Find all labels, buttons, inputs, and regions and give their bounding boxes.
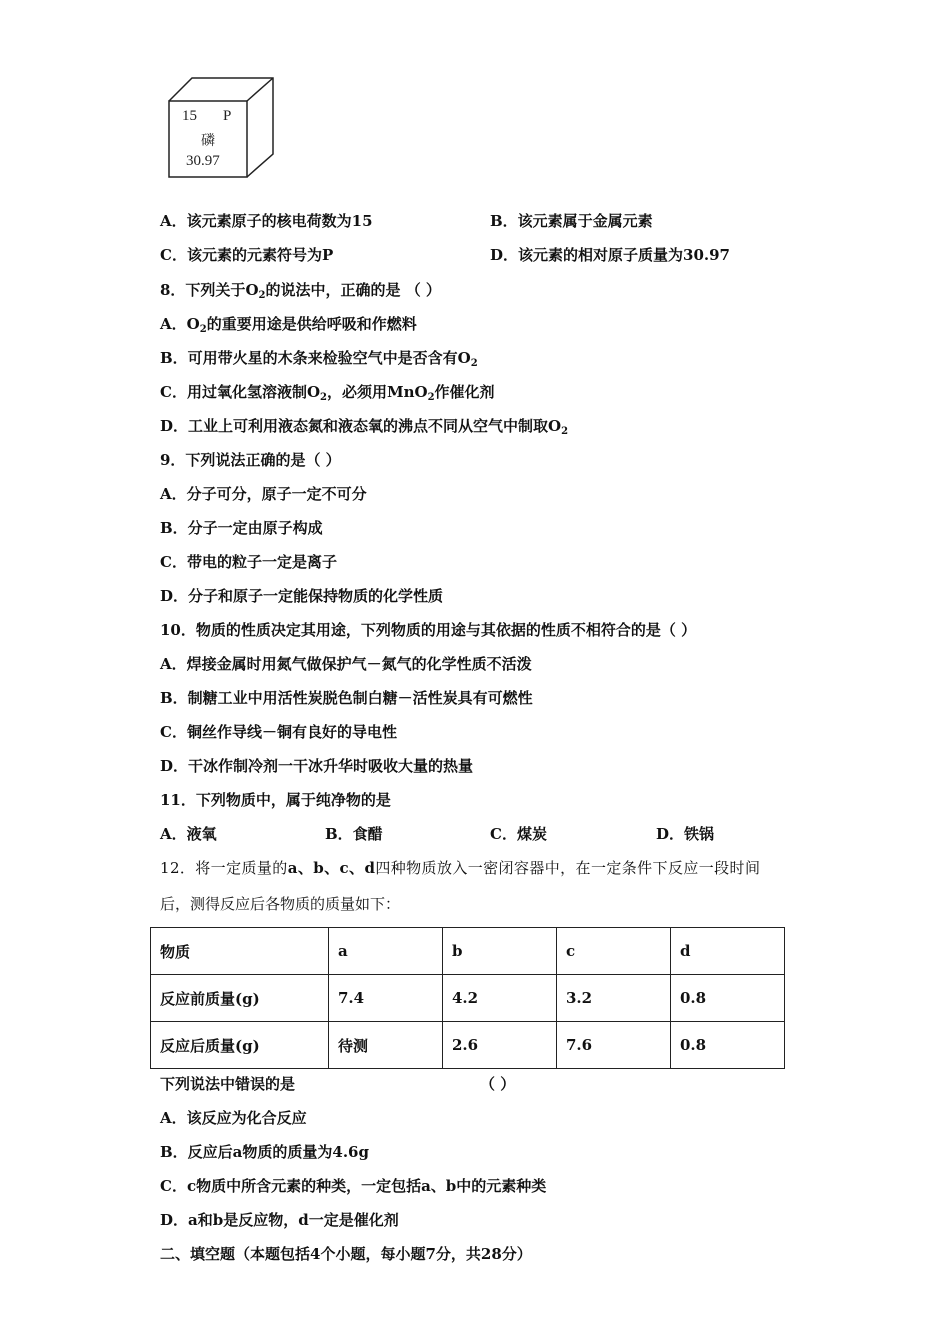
q10-stem: 10．物质的性质决定其用途，下列物质的用途与其依据的性质不相符合的是（ ）: [160, 621, 697, 639]
q12-option-c: C．c物质中所含元素的种类，一定包括a、b中的元素种类: [160, 1177, 547, 1195]
q9-option-c: C．带电的粒子一定是离子: [160, 553, 337, 571]
q8-option-c: C．用过氧化氢溶液制$O_2$，必须用MnO$_2$作催化剂: [160, 383, 495, 403]
q10-option-d: D．干冰作制冷剂一干冰升华时吸收大量的热量: [160, 757, 474, 775]
q7-option-d: D．该元素的相对原子质量为30.97: [490, 246, 730, 264]
q11-stem: 11．下列物质中，属于纯净物的是: [160, 791, 391, 809]
q12-option-a: A．该反应为化合反应: [160, 1109, 307, 1127]
q9-option-d: D．分子和原子一定能保持物质的化学性质: [160, 587, 444, 605]
q9-stem: 9．下列说法正确的是（ ）: [160, 451, 341, 469]
table-cell: 7.6: [557, 1022, 671, 1069]
q8-option-a: A．$O_2$的重要用途是供给呼吸和作燃料: [160, 315, 417, 335]
table-header-cell: a: [329, 928, 443, 975]
q12-answer-paren: （ ）: [480, 1075, 516, 1093]
element-cube-outline: [165, 75, 277, 179]
table-cell: 0.8: [671, 1022, 785, 1069]
table-cell: 7.4: [329, 975, 443, 1022]
q12-option-b: B．反应后a物质的质量为4.6g: [160, 1143, 369, 1161]
q11-option-c: C．煤炭: [490, 825, 547, 843]
element-name: 磷: [201, 133, 215, 149]
q12-stem-line2: 后，测得反应后各物质的质量如下：: [160, 895, 401, 913]
q7-option-b: B．该元素属于金属元素: [490, 212, 653, 230]
atomic-number: 15: [182, 108, 197, 124]
table-cell: 待测: [329, 1022, 443, 1069]
q10-option-b: B．制糖工业中用活性炭脱色制白糖－活性炭具有可燃性: [160, 689, 533, 707]
q7-option-c: C．该元素的元素符号为P: [160, 246, 334, 264]
table-cell: 反应前质量(g): [151, 975, 329, 1022]
table-row: [151, 928, 785, 975]
q8-option-d: D．工业上可利用液态氮和液态氧的沸点不同从空气中制取$O_2$: [160, 417, 569, 437]
q8-stem: 8．下列关于$O_2$的说法中，正确的是 （ ）: [160, 281, 441, 301]
table-header-cell: 物质: [151, 928, 329, 975]
atomic-mass: 30.97: [186, 153, 220, 169]
table-cell: 0.8: [671, 975, 785, 1022]
table-cell: 反应后质量(g): [151, 1022, 329, 1069]
q12-question: 下列说法中错误的是: [160, 1075, 296, 1093]
table-header-cell: b: [443, 928, 557, 975]
table-row: [151, 1022, 785, 1069]
table-cell: 3.2: [557, 975, 671, 1022]
q12-stem-line1: 12．将一定质量的a、b、c、d四种物质放入一密闭容器中，在一定条件下反应一段时间: [160, 859, 761, 877]
mass-table: [150, 927, 785, 1069]
section-title: 二、填空题（本题包括4个小题，每小题7分，共28分）: [160, 1245, 532, 1263]
element-symbol: P: [223, 108, 232, 124]
q9-option-a: A．分子可分，原子一定不可分: [160, 485, 367, 503]
q11-option-a: A．液氧: [160, 825, 217, 843]
q11-option-d: D．铁锅: [656, 825, 715, 843]
q11-option-b: B．食醋: [325, 825, 383, 843]
q10-option-c: C．铜丝作导线－铜有良好的导电性: [160, 723, 397, 741]
element-card: [165, 75, 277, 179]
table-cell: 2.6: [443, 1022, 557, 1069]
q9-option-b: B．分子一定由原子构成: [160, 519, 323, 537]
q8-option-b: B．可用带火星的木条来检验空气中是否含有$O_2$: [160, 349, 478, 369]
table-header-cell: c: [557, 928, 671, 975]
q7-option-a: A．该元素原子的核电荷数为15: [160, 212, 373, 230]
table-cell: 4.2: [443, 975, 557, 1022]
q10-option-a: A．焊接金属时用氮气做保护气－氮气的化学性质不活泼: [160, 655, 532, 673]
q12-option-d: D．a和b是反应物，d一定是催化剂: [160, 1211, 399, 1229]
table-row: [151, 975, 785, 1022]
table-header-cell: d: [671, 928, 785, 975]
